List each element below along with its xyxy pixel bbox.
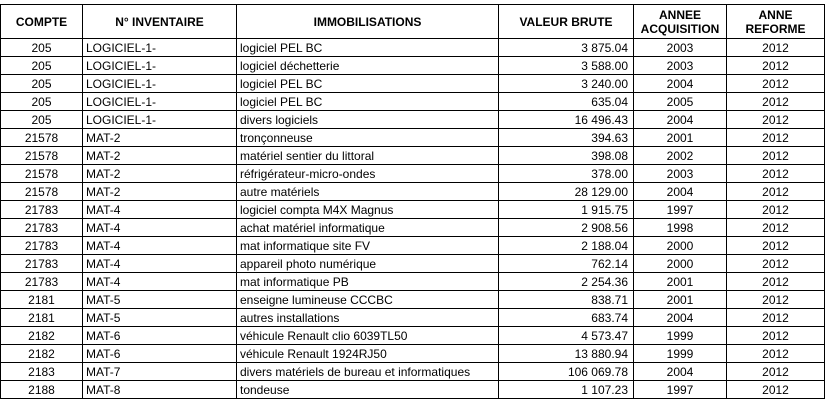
cell-compte[interactable]: 205 xyxy=(1,39,83,57)
cell-inventaire[interactable]: LOGICIEL-1- xyxy=(83,39,237,57)
cell-immobilisation[interactable]: enseigne lumineuse CCCBC xyxy=(237,291,499,309)
cell-inventaire[interactable]: LOGICIEL-1- xyxy=(83,93,237,111)
cell-valeur-brute[interactable]: 1 915.75 xyxy=(499,201,634,219)
cell-immobilisation[interactable]: autres installations xyxy=(237,309,499,327)
cell-annee-acquisition[interactable]: 2004 xyxy=(634,309,727,327)
cell-valeur-brute[interactable]: 4 573.47 xyxy=(499,327,634,345)
cell-valeur-brute[interactable]: 2 254.36 xyxy=(499,273,634,291)
cell-valeur-brute[interactable]: 762.14 xyxy=(499,255,634,273)
cell-inventaire[interactable]: MAT-4 xyxy=(83,219,237,237)
cell-inventaire[interactable]: MAT-6 xyxy=(83,327,237,345)
cell-annee-reforme[interactable]: 2012 xyxy=(727,273,825,291)
table-row xyxy=(1,291,825,309)
cell-compte[interactable]: 21783 xyxy=(1,201,83,219)
cell-compte[interactable]: 2182 xyxy=(1,345,83,363)
table-row xyxy=(1,129,825,147)
cell-immobilisation[interactable]: tronçonneuse xyxy=(237,129,499,147)
table-row xyxy=(1,309,825,327)
cell-immobilisation[interactable]: mat informatique PB xyxy=(237,273,499,291)
table-row xyxy=(1,57,825,75)
cell-immobilisation[interactable]: appareil photo numérique xyxy=(237,255,499,273)
cell-immobilisation[interactable]: logiciel PEL BC xyxy=(237,39,499,57)
cell-immobilisation[interactable]: mat informatique site FV xyxy=(237,237,499,255)
cell-annee-acquisition[interactable]: 2001 xyxy=(634,129,727,147)
cell-inventaire[interactable]: MAT-5 xyxy=(83,309,237,327)
cell-inventaire[interactable]: MAT-2 xyxy=(83,183,237,201)
cell-annee-acquisition[interactable]: 1999 xyxy=(634,345,727,363)
cell-annee-reforme[interactable]: 2012 xyxy=(727,39,825,57)
cell-annee-reforme[interactable]: 2012 xyxy=(727,255,825,273)
cell-immobilisation[interactable]: matériel sentier du littoral xyxy=(237,147,499,165)
cell-valeur-brute[interactable]: 398.08 xyxy=(499,147,634,165)
cell-inventaire[interactable]: MAT-5 xyxy=(83,291,237,309)
cell-valeur-brute[interactable]: 3 588.00 xyxy=(499,57,634,75)
cell-annee-acquisition[interactable]: 2003 xyxy=(634,165,727,183)
cell-valeur-brute[interactable]: 2 188.04 xyxy=(499,237,634,255)
header-acquisition-line1: ANNEE xyxy=(658,7,701,22)
header-reforme-line2: REFORME xyxy=(745,21,806,36)
cell-immobilisation[interactable]: autre matériels xyxy=(237,183,499,201)
cell-inventaire[interactable]: LOGICIEL-1- xyxy=(83,57,237,75)
cell-immobilisation[interactable]: achat matériel informatique xyxy=(237,219,499,237)
cell-annee-reforme[interactable]: 2012 xyxy=(727,93,825,111)
cell-valeur-brute[interactable]: 838.71 xyxy=(499,291,634,309)
cell-compte[interactable]: 2183 xyxy=(1,363,83,381)
cell-compte[interactable]: 21783 xyxy=(1,237,83,255)
cell-annee-reforme[interactable]: 2012 xyxy=(727,57,825,75)
cell-annee-reforme[interactable]: 2012 xyxy=(727,363,825,381)
cell-annee-acquisition[interactable]: 2002 xyxy=(634,147,727,165)
cell-annee-acquisition[interactable]: 1998 xyxy=(634,219,727,237)
cell-annee-acquisition[interactable]: 2004 xyxy=(634,183,727,201)
cell-annee-reforme[interactable]: 2012 xyxy=(727,237,825,255)
cell-inventaire[interactable]: MAT-4 xyxy=(83,201,237,219)
cell-annee-acquisition[interactable]: 2003 xyxy=(634,57,727,75)
cell-immobilisation[interactable]: divers matériels de bureau et informatiques xyxy=(237,363,499,381)
cell-inventaire[interactable]: MAT-8 xyxy=(83,381,237,399)
cell-immobilisation[interactable]: divers logiciels xyxy=(237,111,499,129)
table-row xyxy=(1,147,825,165)
cell-annee-reforme[interactable]: 2012 xyxy=(727,381,825,399)
cell-annee-acquisition[interactable]: 1997 xyxy=(634,381,727,399)
cell-annee-acquisition[interactable]: 2000 xyxy=(634,237,727,255)
cell-annee-acquisition[interactable]: 2001 xyxy=(634,273,727,291)
cell-valeur-brute[interactable]: 394.63 xyxy=(499,129,634,147)
cell-immobilisation[interactable]: réfrigérateur-micro-ondes xyxy=(237,165,499,183)
cell-immobilisation[interactable]: logiciel compta M4X Magnus xyxy=(237,201,499,219)
cell-annee-reforme[interactable]: 2012 xyxy=(727,183,825,201)
table-row xyxy=(1,93,825,111)
cell-immobilisation[interactable]: véhicule Renault 1924RJ50 xyxy=(237,345,499,363)
cell-inventaire[interactable]: MAT-4 xyxy=(83,237,237,255)
cell-valeur-brute[interactable]: 28 129.00 xyxy=(499,183,634,201)
cell-compte[interactable]: 2188 xyxy=(1,381,83,399)
cell-annee-reforme[interactable]: 2012 xyxy=(727,201,825,219)
table-row xyxy=(1,111,825,129)
cell-annee-acquisition[interactable]: 2004 xyxy=(634,75,727,93)
header-row xyxy=(1,5,825,39)
header-inventaire: N° INVENTAIRE xyxy=(83,5,237,39)
cell-compte[interactable]: 205 xyxy=(1,111,83,129)
table-row xyxy=(1,219,825,237)
cell-annee-reforme[interactable]: 2012 xyxy=(727,75,825,93)
table-body xyxy=(1,39,825,399)
header-annee-reforme xyxy=(727,5,825,39)
cell-annee-reforme[interactable]: 2012 xyxy=(727,219,825,237)
cell-compte[interactable]: 205 xyxy=(1,93,83,111)
cell-compte[interactable]: 21783 xyxy=(1,273,83,291)
cell-compte[interactable]: 21578 xyxy=(1,183,83,201)
table-row xyxy=(1,255,825,273)
table-row xyxy=(1,165,825,183)
cell-immobilisation[interactable]: tondeuse xyxy=(237,381,499,399)
asset-table xyxy=(0,4,825,399)
header-compte: COMPTE xyxy=(1,5,83,39)
cell-valeur-brute[interactable]: 3 875.04 xyxy=(499,39,634,57)
cell-inventaire[interactable]: MAT-2 xyxy=(83,165,237,183)
cell-compte[interactable]: 21578 xyxy=(1,165,83,183)
cell-annee-reforme[interactable]: 2012 xyxy=(727,129,825,147)
cell-inventaire[interactable]: LOGICIEL-1- xyxy=(83,111,237,129)
cell-annee-reforme[interactable]: 2012 xyxy=(727,165,825,183)
cell-annee-acquisition[interactable]: 2005 xyxy=(634,93,727,111)
table-row xyxy=(1,201,825,219)
cell-compte[interactable]: 2182 xyxy=(1,327,83,345)
cell-compte[interactable]: 2181 xyxy=(1,291,83,309)
cell-inventaire[interactable]: LOGICIEL-1- xyxy=(83,75,237,93)
cell-annee-acquisition[interactable]: 1999 xyxy=(634,327,727,345)
cell-annee-reforme[interactable]: 2012 xyxy=(727,309,825,327)
cell-valeur-brute[interactable]: 378.00 xyxy=(499,165,634,183)
cell-valeur-brute[interactable]: 635.04 xyxy=(499,93,634,111)
cell-annee-reforme[interactable]: 2012 xyxy=(727,327,825,345)
cell-compte[interactable]: 21783 xyxy=(1,255,83,273)
cell-annee-acquisition[interactable]: 2000 xyxy=(634,255,727,273)
table-row xyxy=(1,237,825,255)
cell-valeur-brute[interactable]: 1 107.23 xyxy=(499,381,634,399)
cell-inventaire[interactable]: MAT-2 xyxy=(83,147,237,165)
cell-annee-acquisition[interactable]: 2001 xyxy=(634,291,727,309)
header-reforme-line1: ANNE xyxy=(758,7,793,22)
header-immobilisations: IMMOBILISATIONS xyxy=(237,5,499,39)
cell-compte[interactable]: 2181 xyxy=(1,309,83,327)
cell-compte[interactable]: 21578 xyxy=(1,147,83,165)
cell-immobilisation[interactable]: logiciel déchetterie xyxy=(237,57,499,75)
cell-inventaire[interactable]: MAT-4 xyxy=(83,273,237,291)
cell-annee-acquisition[interactable]: 2004 xyxy=(634,111,727,129)
table-row xyxy=(1,381,825,399)
cell-valeur-brute[interactable]: 16 496.43 xyxy=(499,111,634,129)
table-row xyxy=(1,39,825,57)
cell-valeur-brute[interactable]: 683.74 xyxy=(499,309,634,327)
cell-immobilisation[interactable]: logiciel PEL BC xyxy=(237,75,499,93)
cell-compte[interactable]: 21783 xyxy=(1,219,83,237)
cell-inventaire[interactable]: MAT-2 xyxy=(83,129,237,147)
cell-annee-reforme[interactable]: 2012 xyxy=(727,345,825,363)
cell-annee-reforme[interactable]: 2012 xyxy=(727,147,825,165)
header-annee-acquisition xyxy=(634,5,727,39)
cell-compte[interactable]: 21578 xyxy=(1,129,83,147)
cell-compte[interactable]: 205 xyxy=(1,75,83,93)
table-row xyxy=(1,327,825,345)
cell-annee-acquisition[interactable]: 2004 xyxy=(634,363,727,381)
table-row xyxy=(1,345,825,363)
header-valeur-brute: VALEUR BRUTE xyxy=(499,5,634,39)
cell-annee-acquisition[interactable]: 1997 xyxy=(634,201,727,219)
table-row xyxy=(1,183,825,201)
cell-annee-reforme[interactable]: 2012 xyxy=(727,111,825,129)
cell-valeur-brute[interactable]: 3 240.00 xyxy=(499,75,634,93)
header-acquisition-line2: ACQUISITION xyxy=(640,21,720,36)
table-row xyxy=(1,75,825,93)
cell-inventaire[interactable]: MAT-4 xyxy=(83,255,237,273)
cell-valeur-brute[interactable]: 2 908.56 xyxy=(499,219,634,237)
cell-valeur-brute[interactable]: 106 069.78 xyxy=(499,363,634,381)
cell-valeur-brute[interactable]: 13 880.94 xyxy=(499,345,634,363)
cell-immobilisation[interactable]: logiciel PEL BC xyxy=(237,93,499,111)
table-row xyxy=(1,273,825,291)
cell-immobilisation[interactable]: véhicule Renault clio 6039TL50 xyxy=(237,327,499,345)
cell-inventaire[interactable]: MAT-7 xyxy=(83,363,237,381)
cell-inventaire[interactable]: MAT-6 xyxy=(83,345,237,363)
table-row xyxy=(1,363,825,381)
cell-annee-acquisition[interactable]: 2003 xyxy=(634,39,727,57)
cell-annee-reforme[interactable]: 2012 xyxy=(727,291,825,309)
cell-compte[interactable]: 205 xyxy=(1,57,83,75)
